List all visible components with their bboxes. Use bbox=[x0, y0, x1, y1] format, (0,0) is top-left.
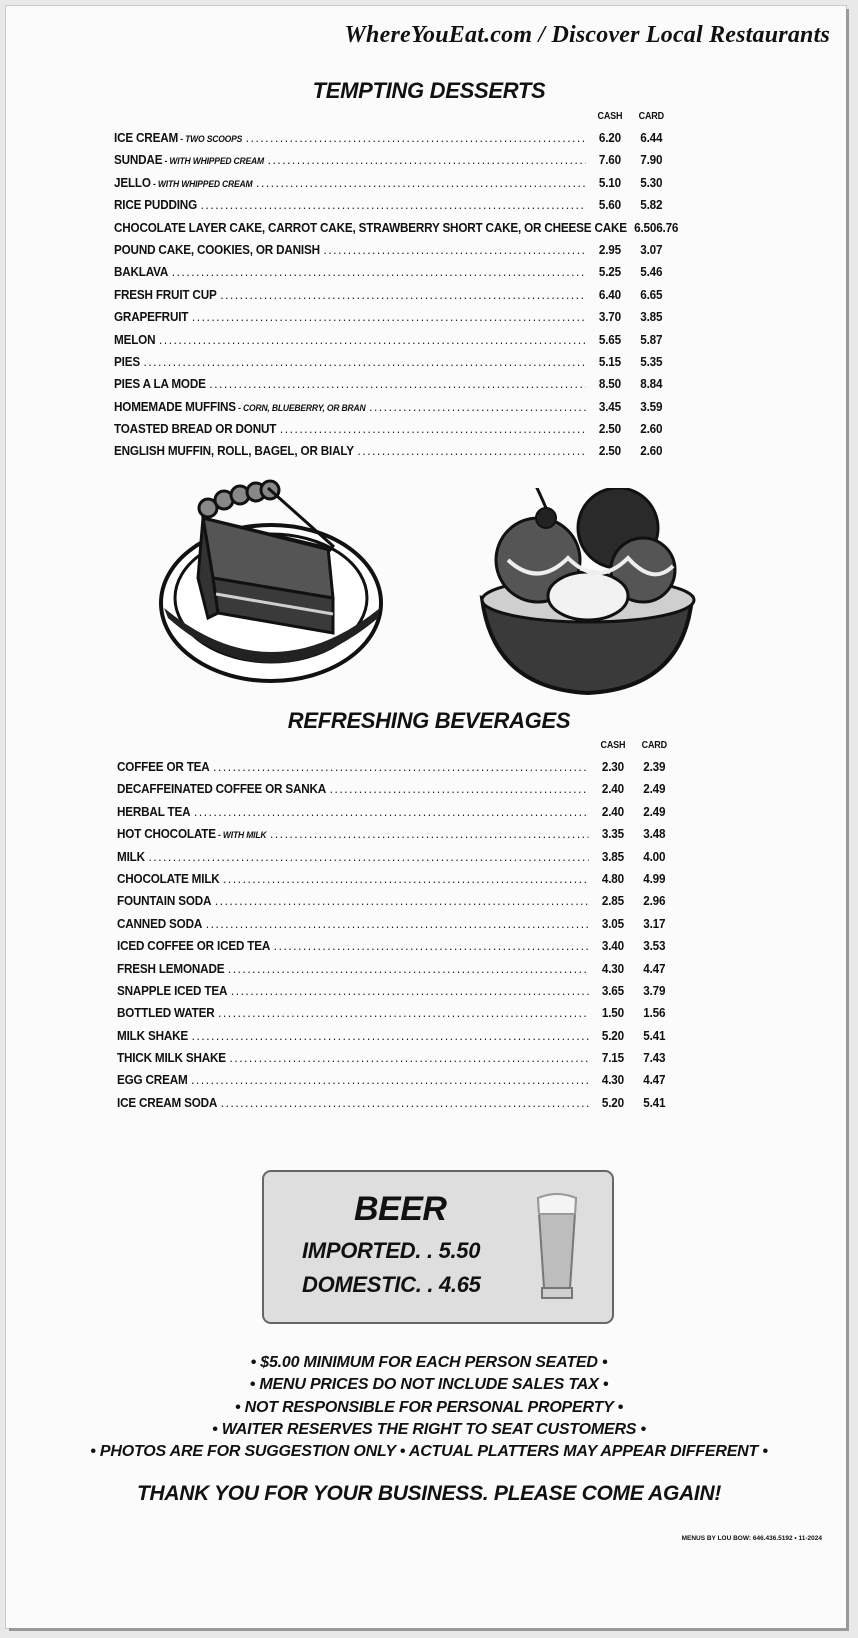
item-title: PIES bbox=[114, 353, 140, 369]
item-name bbox=[114, 261, 168, 285]
item-name bbox=[117, 958, 224, 982]
dot-leader bbox=[213, 756, 588, 778]
item-title: JELLO bbox=[114, 174, 151, 190]
menu-item-row bbox=[114, 261, 672, 283]
card-price: 5.30 bbox=[640, 174, 663, 190]
item-title: COFFEE OR TEA bbox=[117, 759, 210, 774]
menu-item-row bbox=[117, 801, 675, 823]
item-title: HOT CHOCOLATE bbox=[117, 826, 216, 842]
menu-item-row bbox=[114, 373, 672, 395]
price-column-headers bbox=[114, 109, 672, 127]
beer-domestic: DOMESTIC. . 4.65 bbox=[302, 1272, 481, 1297]
item-note: - TWO SCOOPS bbox=[178, 134, 243, 145]
card-price: 3.17 bbox=[643, 915, 666, 931]
dot-leader bbox=[230, 1047, 589, 1069]
beverages-title: REFRESHING BEVERAGES bbox=[287, 708, 571, 733]
item-name bbox=[114, 306, 188, 330]
card-price: 6.76 bbox=[656, 219, 679, 235]
cash-header: CASH bbox=[597, 111, 623, 122]
site-title: WhereYouEat.com / Discover Local Restaurants bbox=[344, 22, 830, 48]
dot-leader bbox=[246, 127, 586, 149]
card-price: 5.46 bbox=[640, 264, 663, 280]
dot-leader bbox=[194, 801, 589, 823]
cash-price: 3.35 bbox=[601, 826, 624, 842]
item-note: - WITH WHIPPED CREAM bbox=[150, 178, 253, 190]
item-title: HERBAL TEA bbox=[117, 803, 191, 819]
desserts-list bbox=[114, 109, 679, 463]
item-title: PIES A LA MODE bbox=[114, 376, 206, 392]
cash-price: 2.40 bbox=[601, 803, 624, 819]
dot-leader bbox=[192, 306, 586, 328]
menu-item-row bbox=[117, 1002, 675, 1024]
item-title: ICE CREAM SODA bbox=[117, 1094, 218, 1110]
item-name bbox=[114, 396, 366, 420]
card-price: 2.60 bbox=[640, 421, 663, 437]
menu-item-row bbox=[117, 958, 675, 980]
item-note: - WITH WHIPPED CREAM bbox=[162, 156, 265, 168]
beer-glass-icon bbox=[534, 1192, 580, 1302]
dot-leader bbox=[268, 149, 586, 171]
card-price: 3.48 bbox=[643, 826, 666, 842]
menu-item-row bbox=[114, 284, 672, 306]
card-price: 2.49 bbox=[643, 803, 666, 819]
item-title: MILK bbox=[117, 848, 145, 864]
item-name bbox=[114, 172, 252, 196]
dot-leader bbox=[144, 351, 586, 373]
dot-leader bbox=[218, 1002, 588, 1024]
item-title: ENGLISH MUFFIN, ROLL, BAGEL, OR BIALY bbox=[114, 443, 354, 459]
item-name bbox=[114, 239, 320, 263]
card-price: 3.85 bbox=[640, 309, 663, 325]
menu-item-row bbox=[117, 980, 675, 1002]
menu-item-row bbox=[117, 778, 675, 800]
beer-title: BEER bbox=[354, 1190, 447, 1228]
card-price: 3.07 bbox=[640, 241, 663, 257]
dot-leader bbox=[191, 1069, 588, 1091]
dot-leader bbox=[256, 172, 586, 194]
item-title: TOASTED BREAD OR DONUT bbox=[114, 421, 277, 437]
dot-leader bbox=[209, 373, 585, 395]
cash-price: 5.20 bbox=[601, 1027, 624, 1043]
item-name bbox=[114, 127, 242, 151]
cash-price: 2.95 bbox=[598, 241, 621, 257]
card-header: CARD bbox=[641, 740, 667, 751]
menu-item-row bbox=[114, 149, 672, 171]
item-name bbox=[114, 194, 197, 218]
cash-price: 6.20 bbox=[598, 130, 621, 145]
dot-leader bbox=[215, 890, 589, 912]
cash-price: 2.85 bbox=[601, 893, 624, 909]
cash-price: 5.15 bbox=[598, 353, 621, 369]
item-title: HOMEMADE MUFFINS bbox=[114, 398, 236, 414]
menu-credit: MENUS BY LOU BOW: 646.436.5192 • 11-2024 bbox=[681, 1535, 822, 1542]
menu-item-row bbox=[114, 217, 679, 239]
item-title: THICK MILK SHAKE bbox=[117, 1050, 226, 1066]
card-price: 2.49 bbox=[643, 781, 666, 797]
item-note: - CORN, BLUEBERRY, OR BRAN bbox=[235, 402, 366, 414]
item-name bbox=[117, 1069, 188, 1093]
menu-item-row bbox=[114, 306, 672, 328]
menu-item-row bbox=[117, 1025, 675, 1047]
card-price: 2.60 bbox=[640, 443, 663, 459]
cash-price: 5.20 bbox=[601, 1094, 624, 1110]
cash-price: 5.60 bbox=[598, 197, 621, 213]
cash-price: 3.70 bbox=[598, 309, 621, 325]
cake-slice-icon bbox=[158, 478, 388, 688]
dot-leader bbox=[172, 261, 586, 283]
cash-price: 8.50 bbox=[598, 376, 621, 392]
menu-item-row bbox=[117, 1047, 675, 1069]
cash-price: 3.40 bbox=[601, 938, 624, 954]
card-price: 7.43 bbox=[643, 1050, 666, 1066]
item-name bbox=[117, 868, 220, 892]
item-note: - WITH MILK bbox=[215, 830, 267, 842]
item-name bbox=[114, 351, 140, 375]
menu-item-row bbox=[114, 127, 672, 149]
cash-price: 3.45 bbox=[598, 398, 621, 414]
item-name bbox=[114, 149, 264, 173]
card-price: 3.53 bbox=[643, 938, 666, 954]
dot-leader bbox=[231, 980, 589, 1002]
item-name bbox=[117, 980, 227, 1004]
menu-item-row bbox=[114, 329, 672, 351]
item-title: BOTTLED WATER bbox=[117, 1005, 215, 1021]
item-name bbox=[117, 846, 145, 870]
item-title: EGG CREAM bbox=[117, 1072, 188, 1088]
item-title: CHOCOLATE MILK bbox=[117, 870, 220, 886]
card-header: CARD bbox=[638, 111, 664, 122]
menu-item-row bbox=[114, 396, 672, 418]
notice-line: • WAITER RESERVES THE RIGHT TO SEAT CUSTOMERS • bbox=[212, 1420, 646, 1438]
item-name bbox=[117, 1002, 215, 1026]
card-price: 6.65 bbox=[640, 286, 663, 302]
dot-leader bbox=[369, 396, 585, 418]
dot-leader bbox=[280, 418, 586, 440]
price-column-headers bbox=[117, 738, 675, 756]
item-title: BAKLAVA bbox=[114, 264, 169, 280]
item-title: POUND CAKE, COOKIES, OR DANISH bbox=[114, 241, 320, 257]
item-title: RICE PUDDING bbox=[114, 197, 197, 213]
cash-price: 2.50 bbox=[598, 443, 621, 459]
menu-item-row bbox=[117, 756, 675, 778]
item-title: MILK SHAKE bbox=[117, 1027, 189, 1043]
item-name bbox=[114, 329, 155, 353]
menu-item-row bbox=[114, 172, 672, 194]
dot-leader bbox=[159, 329, 586, 351]
item-title: FOUNTAIN SODA bbox=[117, 893, 212, 909]
notice-line: • NOT RESPONSIBLE FOR PERSONAL PROPERTY • bbox=[235, 1398, 623, 1416]
beer-imported: IMPORTED. . 5.50 bbox=[302, 1238, 481, 1263]
cash-price: 4.30 bbox=[601, 1072, 624, 1088]
item-name bbox=[117, 913, 202, 937]
dot-leader bbox=[223, 868, 588, 890]
dot-leader bbox=[270, 823, 589, 845]
card-price: 3.79 bbox=[643, 982, 666, 998]
beer-box bbox=[262, 1170, 614, 1324]
card-price: 5.41 bbox=[643, 1027, 666, 1043]
menu-item-row bbox=[117, 1069, 675, 1091]
item-title: CANNED SODA bbox=[117, 915, 203, 931]
menu-item-row bbox=[117, 913, 675, 935]
card-price: 5.41 bbox=[643, 1094, 666, 1110]
menu-item-row bbox=[114, 351, 672, 373]
cash-header: CASH bbox=[600, 740, 626, 751]
dot-leader bbox=[201, 194, 586, 216]
cash-price: 2.30 bbox=[601, 759, 624, 774]
cash-price: 3.65 bbox=[601, 982, 624, 998]
item-title: SUNDAE bbox=[114, 152, 163, 168]
item-name bbox=[117, 778, 326, 802]
menu-item-row bbox=[117, 868, 675, 890]
card-price: 5.82 bbox=[640, 197, 663, 213]
menu-item-row bbox=[114, 194, 672, 216]
item-title: ICE CREAM bbox=[114, 130, 179, 145]
cash-price: 2.50 bbox=[598, 421, 621, 437]
card-price: 8.84 bbox=[640, 376, 663, 392]
cash-price: 5.65 bbox=[598, 331, 621, 347]
cash-price: 3.85 bbox=[601, 848, 624, 864]
item-name bbox=[117, 823, 266, 847]
menu-item-row bbox=[114, 239, 672, 261]
item-name bbox=[114, 418, 276, 442]
card-price: 7.90 bbox=[640, 152, 663, 168]
dot-leader bbox=[274, 935, 589, 957]
notices bbox=[0, 1352, 858, 1463]
ice-cream-sundae-icon bbox=[478, 488, 698, 698]
menu-item-row bbox=[117, 935, 675, 957]
cash-price: 7.15 bbox=[601, 1050, 624, 1066]
item-title: GRAPEFRUIT bbox=[114, 309, 189, 325]
card-price: 4.47 bbox=[643, 1072, 666, 1088]
item-name bbox=[114, 217, 627, 241]
dot-leader bbox=[323, 239, 585, 261]
cash-price: 2.40 bbox=[601, 781, 624, 797]
card-price: 1.56 bbox=[643, 1005, 666, 1021]
card-price: 2.96 bbox=[643, 893, 666, 909]
cash-price: 6.50 bbox=[634, 219, 657, 235]
item-name bbox=[117, 756, 210, 780]
card-price: 5.87 bbox=[640, 331, 663, 347]
menu-item-row bbox=[117, 890, 675, 912]
dot-leader bbox=[192, 1025, 589, 1047]
item-title: ICED COFFEE OR ICED TEA bbox=[117, 938, 271, 954]
card-price: 4.00 bbox=[643, 848, 666, 864]
menu-item-row bbox=[117, 1092, 675, 1114]
item-name bbox=[117, 935, 270, 959]
desserts-title: TEMPTING DESSERTS bbox=[312, 78, 546, 103]
menu-item-row bbox=[117, 823, 675, 845]
item-title: SNAPPLE ICED TEA bbox=[117, 982, 228, 998]
notice-line: • MENU PRICES DO NOT INCLUDE SALES TAX • bbox=[249, 1376, 609, 1394]
card-price: 5.35 bbox=[640, 353, 663, 369]
dot-leader bbox=[148, 846, 588, 868]
card-price: 2.39 bbox=[643, 759, 666, 774]
cash-price: 6.40 bbox=[598, 286, 621, 302]
cash-price: 1.50 bbox=[601, 1005, 624, 1021]
item-name bbox=[114, 440, 354, 464]
dot-leader bbox=[358, 440, 586, 462]
item-name bbox=[117, 801, 190, 825]
menu-item-row bbox=[114, 440, 672, 462]
card-price: 4.47 bbox=[643, 960, 666, 976]
item-name bbox=[117, 890, 211, 914]
dot-leader bbox=[221, 1092, 589, 1114]
item-name bbox=[114, 373, 206, 397]
item-name bbox=[117, 1047, 226, 1071]
card-price: 6.44 bbox=[640, 130, 663, 145]
cash-price: 4.80 bbox=[601, 870, 624, 886]
cash-price: 5.10 bbox=[598, 174, 621, 190]
item-title: MELON bbox=[114, 331, 156, 347]
card-price: 4.99 bbox=[643, 870, 666, 886]
menu-item-row bbox=[114, 418, 672, 440]
cash-price: 5.25 bbox=[598, 264, 621, 280]
card-price: 3.59 bbox=[640, 398, 663, 414]
thank-you-message: THANK YOU FOR YOUR BUSINESS. PLEASE COME AGAIN! bbox=[136, 1482, 722, 1505]
item-name bbox=[117, 1092, 217, 1116]
cash-price: 4.30 bbox=[601, 960, 624, 976]
dot-leader bbox=[220, 284, 585, 306]
dot-leader bbox=[330, 778, 589, 800]
notice-line: • PHOTOS ARE FOR SUGGESTION ONLY • ACTUAL PLATTERS MAY APPEAR DIFFERENT • bbox=[90, 1443, 768, 1461]
item-title: DECAFFEINATED COFFEE OR SANKA bbox=[117, 781, 327, 797]
dot-leader bbox=[206, 913, 589, 935]
item-title: CHOCOLATE LAYER CAKE, CARROT CAKE, STRAWBERRY SHORT CAKE, OR CHEESE CAKE bbox=[114, 219, 627, 235]
item-name bbox=[117, 1025, 188, 1049]
dot-leader bbox=[228, 958, 589, 980]
cash-price: 3.05 bbox=[601, 915, 624, 931]
item-title: FRESH FRUIT CUP bbox=[114, 286, 217, 302]
item-name bbox=[114, 284, 217, 308]
menu-item-row bbox=[117, 846, 675, 868]
notice-line: • $5.00 MINIMUM FOR EACH PERSON SEATED • bbox=[250, 1354, 608, 1371]
item-title: FRESH LEMONADE bbox=[117, 960, 225, 976]
beverages-list bbox=[117, 738, 675, 1114]
cash-price: 7.60 bbox=[598, 152, 621, 168]
